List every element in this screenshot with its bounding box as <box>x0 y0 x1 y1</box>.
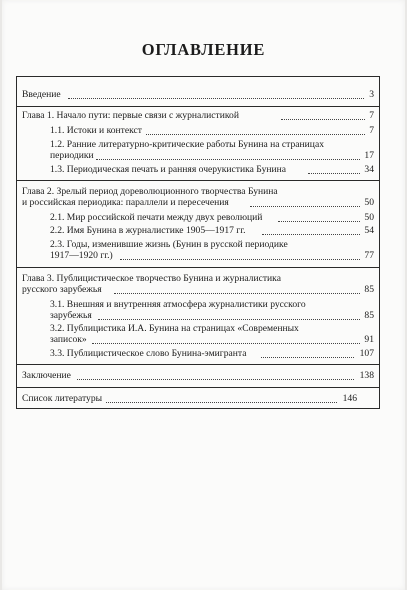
section-divider <box>17 267 379 268</box>
leader-dots <box>68 98 364 99</box>
leader-dots <box>96 159 360 160</box>
toc-page-number: 107 <box>359 348 374 359</box>
table-of-contents <box>16 76 380 409</box>
toc-entry-label: Список литературы <box>22 393 103 404</box>
leader-dots <box>92 343 360 344</box>
toc-page-number: 50 <box>364 197 374 208</box>
toc-entry-2-1 <box>50 212 374 223</box>
toc-entry-label: Глава 1. Начало пути: первые связи с журналистикой <box>22 110 239 121</box>
toc-entry-label-line2: зарубежья <box>50 310 92 321</box>
toc-entry-1-1 <box>50 125 374 136</box>
leader-dots <box>114 293 360 294</box>
toc-entry-2-2 <box>50 225 374 236</box>
toc-page-number: 138 <box>359 370 374 381</box>
toc-entry-label-line1: 1.2. Ранние литературно-критические работы Бунина на страницах <box>50 139 324 150</box>
toc-entry-label: 3.3. Публицистическое слово Бунина-эмигранта <box>50 348 247 359</box>
toc-entry-chapter-1 <box>22 110 374 121</box>
section-divider <box>17 364 379 365</box>
toc-entry-1-3 <box>50 164 374 175</box>
toc-entry-label: 2.2. Имя Бунина в журналистике 1905—1917 гг. <box>50 225 246 236</box>
section-divider <box>17 387 379 388</box>
toc-entry-label-line1: 3.2. Публицистика И.А. Бунина на страницах «Современных <box>50 323 299 334</box>
toc-entry-label: 1.1. Истоки и контекст <box>50 125 142 136</box>
toc-entry-3-1 <box>50 299 374 323</box>
toc-entry-label-line2: 1917—1920 гг.) <box>50 250 113 261</box>
toc-entry-1-2 <box>50 139 374 163</box>
toc-entry-label: 2.1. Мир российской печати между двух революций <box>50 212 263 223</box>
toc-page-number: 34 <box>364 164 374 175</box>
toc-entry-label-line2: и российская периодика: параллели и пересечения <box>22 197 229 208</box>
toc-page-number: 146 <box>342 393 357 404</box>
leader-dots <box>261 357 354 358</box>
leader-dots <box>308 173 360 174</box>
leader-dots <box>281 119 365 120</box>
toc-entry-label-line1: 2.3. Годы, изменившие жизнь (Бунин в русской периодике <box>50 239 288 250</box>
toc-page-number: 7 <box>369 110 374 121</box>
toc-page-number: 54 <box>364 225 374 236</box>
toc-entry-label-line1: 3.1. Внешняя и внутренняя атмосфера журналистики русского <box>50 299 306 310</box>
section-divider <box>17 180 379 181</box>
toc-entry-intro <box>22 89 374 100</box>
toc-page-number: 17 <box>364 150 374 161</box>
leader-dots <box>98 319 360 320</box>
toc-entry-label-line2: периодики <box>50 150 94 161</box>
toc-entry-conclusion <box>22 370 374 381</box>
toc-page-number: 91 <box>364 334 374 345</box>
leader-dots <box>262 234 360 235</box>
toc-page-number: 85 <box>364 310 374 321</box>
toc-entry-label: Введение <box>22 89 61 100</box>
toc-entry-2-3 <box>50 239 374 263</box>
page-title: ОГЛАВЛЕНИЕ <box>141 40 266 59</box>
toc-entry-label-line2: русского зарубежья <box>22 284 102 295</box>
leader-dots <box>250 206 360 207</box>
section-divider <box>17 106 379 107</box>
toc-entry-chapter-3 <box>22 273 374 297</box>
leader-dots <box>77 379 354 380</box>
toc-entry-label-line1: Глава 3. Публицистическое творчество Бунина и журналистика <box>22 273 281 284</box>
toc-entry-chapter-2 <box>22 186 374 210</box>
toc-page-number: 50 <box>364 212 374 223</box>
toc-page-number: 7 <box>369 125 374 136</box>
toc-page-number: 3 <box>369 89 374 100</box>
toc-entry-label: 1.3. Периодическая печать и ранняя очерукистика Бунина <box>50 164 287 175</box>
document-page <box>2 0 405 590</box>
leader-dots <box>146 134 365 135</box>
toc-entry-bibliography <box>22 393 357 404</box>
toc-entry-label-line1: Глава 2. Зрелый период дореволюционного творчества Бунина <box>22 186 278 197</box>
leader-dots <box>278 221 360 222</box>
toc-entry-label-line2: записок» <box>50 334 87 345</box>
toc-entry-label: Заключение <box>22 370 71 381</box>
toc-entry-3-3 <box>50 348 374 359</box>
leader-dots <box>106 402 337 403</box>
toc-page-number: 77 <box>364 250 374 261</box>
leader-dots <box>120 259 360 260</box>
toc-entry-3-2 <box>50 323 374 347</box>
toc-page-number: 85 <box>364 284 374 295</box>
